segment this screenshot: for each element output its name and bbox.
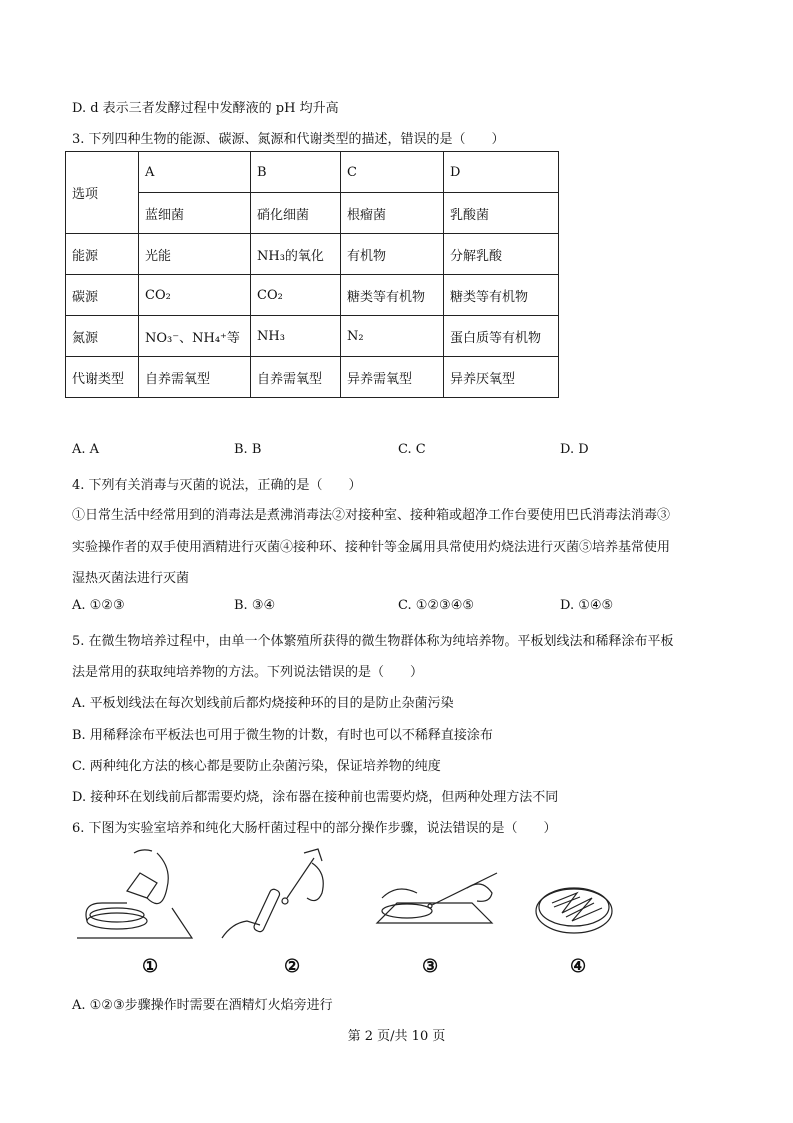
q4-option-a[interactable]: A. ①②③ (72, 598, 125, 613)
table-cell: N₂ (341, 316, 444, 357)
step2-illustration (212, 843, 362, 977)
table-col-a: A (139, 152, 251, 193)
table-cell: NH₃的氧化 (251, 234, 341, 275)
table-organism: 乳酸菌 (444, 193, 559, 234)
q3-option-b[interactable]: B. B (234, 442, 262, 457)
table-cell: 自养需氧型 (251, 357, 341, 398)
table-cell: NO₃⁻、NH₄⁺等 (139, 316, 251, 357)
q4-options (72, 598, 732, 616)
table-row (66, 275, 559, 316)
table-row (66, 234, 559, 275)
table-row-label: 代谢类型 (66, 357, 139, 398)
step4-label: ④ (570, 956, 587, 977)
q6-stem: 6. 下图为实验室培养和纯化大肠杆菌过程中的部分操作步骤，说法错误的是（ ） (72, 821, 557, 836)
step1-label: ① (142, 956, 159, 977)
q2-option-d: D. d 表示三者发酵过程中发酵液的 pH 均升高 (72, 101, 339, 116)
q4-option-c[interactable]: C. ①②③④⑤ (398, 598, 475, 613)
table-cell: 蛋白质等有机物 (444, 316, 559, 357)
q4-option-b[interactable]: B. ③④ (234, 598, 276, 613)
table-col-c: C (341, 152, 444, 193)
q5-option-d[interactable]: D. 接种环在划线前后都需要灼烧，涂布器在接种前也需要灼烧，但两种处理方法不同 (72, 790, 559, 805)
table-col-d: D (444, 152, 559, 193)
table-cell: NH₃ (251, 316, 341, 357)
table-col-b: B (251, 152, 341, 193)
table-cell: 自养需氧型 (139, 357, 251, 398)
q6-figure (72, 843, 632, 983)
table-row-label: 能源 (66, 234, 139, 275)
page-footer: 第 2 页/共 10 页 (347, 1029, 446, 1044)
table-cell: 分解乳酸 (444, 234, 559, 275)
step2-label: ② (284, 956, 301, 977)
table-cell: CO₂ (139, 275, 251, 316)
table-organism: 硝化细菌 (251, 193, 341, 234)
table-cell: 有机物 (341, 234, 444, 275)
table-row (66, 357, 559, 398)
q5-stem: 5. 在微生物培养过程中，由单一个体繁殖所获得的微生物群体称为纯培养物。平板划线法和稀释涂布平板 (72, 634, 674, 649)
table-cell: CO₂ (251, 275, 341, 316)
table-row-label: 碳源 (66, 275, 139, 316)
table-cell: 糖类等有机物 (341, 275, 444, 316)
q3-options (72, 442, 732, 460)
q5-option-a[interactable]: A. 平板划线法在每次划线前后都灼烧接种环的目的是防止杂菌污染 (72, 696, 454, 711)
table-cell: 糖类等有机物 (444, 275, 559, 316)
q4-stem: 4. 下列有关消毒与灭菌的说法，正确的是（ ） (72, 478, 362, 493)
q4-body-line: 湿热灭菌法进行灭菌 (72, 571, 190, 586)
q5-option-c[interactable]: C. 两种纯化方法的核心都是要防止杂菌污染，保证培养物的纯度 (72, 759, 441, 774)
step3-label: ③ (422, 956, 439, 977)
q4-body-line: ①日常生活中经常用到的消毒法是煮沸消毒法②对接种室、接种箱或超净工作台要使用巴氏消毒法消毒③ (72, 508, 671, 523)
q3-option-c[interactable]: C. C (398, 442, 426, 457)
table-organism: 根瘤菌 (341, 193, 444, 234)
table-row (66, 316, 559, 357)
q3-option-d[interactable]: D. D (560, 442, 589, 457)
q3-table (65, 151, 559, 398)
step4-illustration (532, 843, 622, 977)
table-organism: 蓝细菌 (139, 193, 251, 234)
q5-option-b[interactable]: B. 用稀释涂布平板法也可用于微生物的计数，有时也可以不稀释直接涂布 (72, 728, 493, 743)
q4-option-d[interactable]: D. ①④⑤ (560, 598, 614, 613)
q5-stem: 法是常用的获取纯培养物的方法。下列说法错误的是（ ） (72, 665, 424, 680)
q4-body-line: 实验操作者的双手使用酒精进行灭菌④接种环、接种针等金属用具常使用灼烧法进行灭菌⑤培养基常使用 (72, 540, 671, 555)
q3-stem: 3. 下列四种生物的能源、碳源、氮源和代谢类型的描述，错误的是（ ） (72, 132, 505, 147)
q6-option-a[interactable]: A. ①②③步骤操作时需要在酒精灯火焰旁进行 (72, 998, 333, 1013)
table-cell: 异养需氧型 (341, 357, 444, 398)
q3-option-a[interactable]: A. A (72, 442, 100, 457)
table-row-label: 氮源 (66, 316, 139, 357)
table-cell: 光能 (139, 234, 251, 275)
table-cell: 异养厌氧型 (444, 357, 559, 398)
table-header-label: 选项 (66, 152, 139, 234)
step1-illustration (72, 843, 202, 977)
step3-illustration (372, 843, 507, 977)
